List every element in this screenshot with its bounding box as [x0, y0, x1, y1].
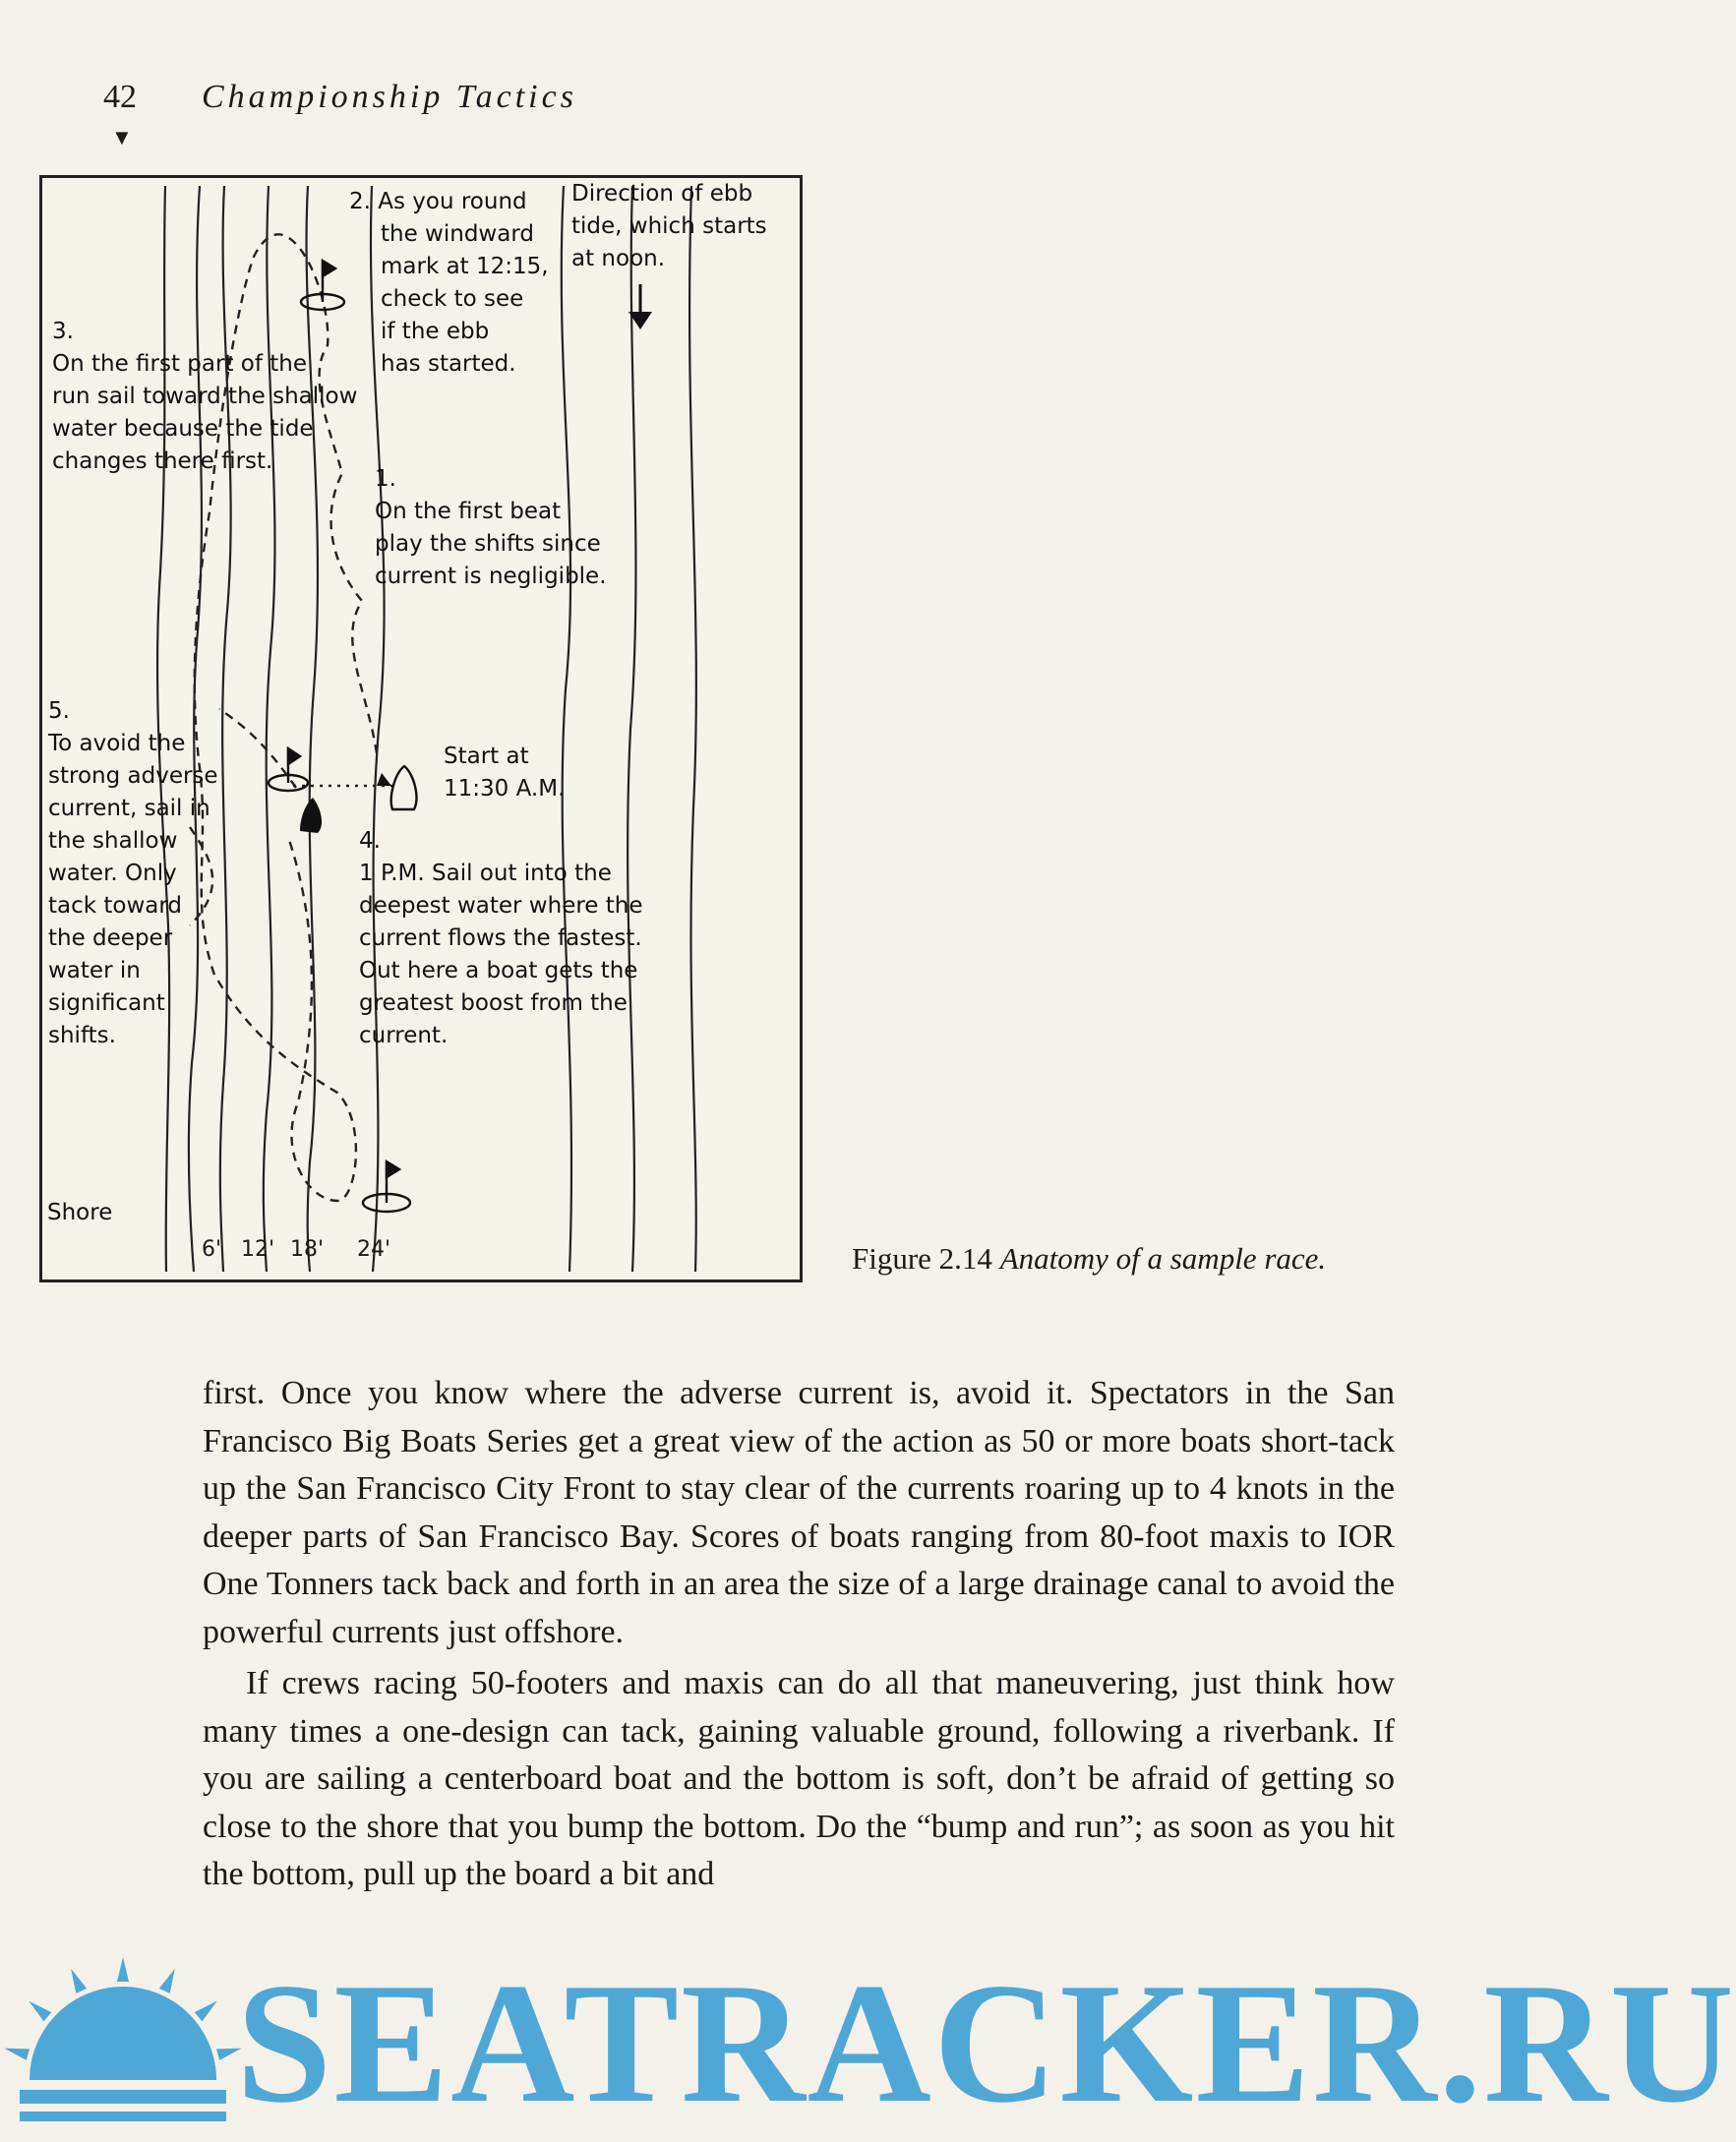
depth-contour-channel-3 — [689, 186, 696, 1272]
caption-number: Figure 2.14 — [852, 1241, 992, 1276]
callout-avoid-current: 5. To avoid the strong adverse current, sail in the shallow water. Only tack toward the deeper water in significant shifts. — [48, 698, 218, 1048]
callout-first-beat: 1. On the first beat play the shifts since current is negligible. — [375, 466, 607, 589]
paragraph-1: first. Once you know where the adverse current is, avoid it. Spectators in the San Francisco Big Boats Series get a great view of the action as 50 or more boats short-tack up the San Francisco City Front to stay clear of the currents roaring up to 4 knots in the deeper parts of San Francisco Bay. Scores of boats ranging from 80-foot maxis to IOR One Tonners tack back and forth in an area the size of a large drainage canal to avoid the powerful currents just offshore. — [203, 1375, 1395, 1650]
leeward-mark-icon — [363, 1161, 410, 1212]
depth-label-24ft: 24' — [357, 1237, 391, 1262]
shore-label: Shore — [47, 1200, 113, 1225]
callout-start: Start at 11:30 A.M. — [444, 744, 566, 802]
depth-contour-channel-2 — [628, 186, 635, 1272]
start-boat-icon — [391, 766, 417, 809]
page-number: 42 — [103, 79, 137, 115]
paragraph-2: If crews racing 50-footers and maxis can do all that maneuvering, just think how many times a one-design can tack, gaining valuable ground, following a riverbank. If you are sailing a centerboard boat and the bottom is soft, don’t be afraid of getting so close to the shore that you bump the bottom. Do the “bump and run”; as soon as you hit the bottom, pull up the board a bit and — [203, 1665, 1395, 1892]
callout-run-shallow: 3. On the first part of the run sail toward the shallow water because the tide changes there first. — [52, 319, 358, 474]
depth-label-6ft: 6' — [202, 1237, 222, 1262]
figure-caption — [852, 1241, 1326, 1277]
sun-logo-icon — [20, 1942, 226, 2139]
race-diagram — [39, 175, 803, 1282]
boat-icon — [300, 798, 322, 833]
depth-label-18ft: 18' — [290, 1237, 325, 1262]
callout-deep-water: 4. 1 P.M. Sail out into the deepest water where the current flows the fastest. Out here a boat gets the greatest boost from the current. — [359, 828, 643, 1048]
page-marker-arrow-icon: ▼ — [111, 125, 133, 149]
running-head — [103, 79, 577, 116]
callout-ebb-tide: Direction of ebb tide, which starts at noon. — [571, 181, 767, 271]
book-title: Championship Tactics — [202, 79, 577, 115]
depth-contour-channel-1 — [562, 186, 571, 1272]
pin-mark-icon — [269, 748, 308, 791]
body-text — [203, 1370, 1395, 1899]
depth-label-12ft: 12' — [241, 1237, 275, 1262]
watermark — [0, 1942, 1736, 2142]
watermark-text: SEATRACKER.RU — [236, 1947, 1736, 2138]
boat-arrow-icon — [377, 773, 391, 786]
caption-title: Anatomy of a sample race. — [999, 1241, 1327, 1276]
callout-windward-mark: 2. As you round the windward mark at 12:15, check to see if the ebb has started. — [349, 189, 549, 377]
